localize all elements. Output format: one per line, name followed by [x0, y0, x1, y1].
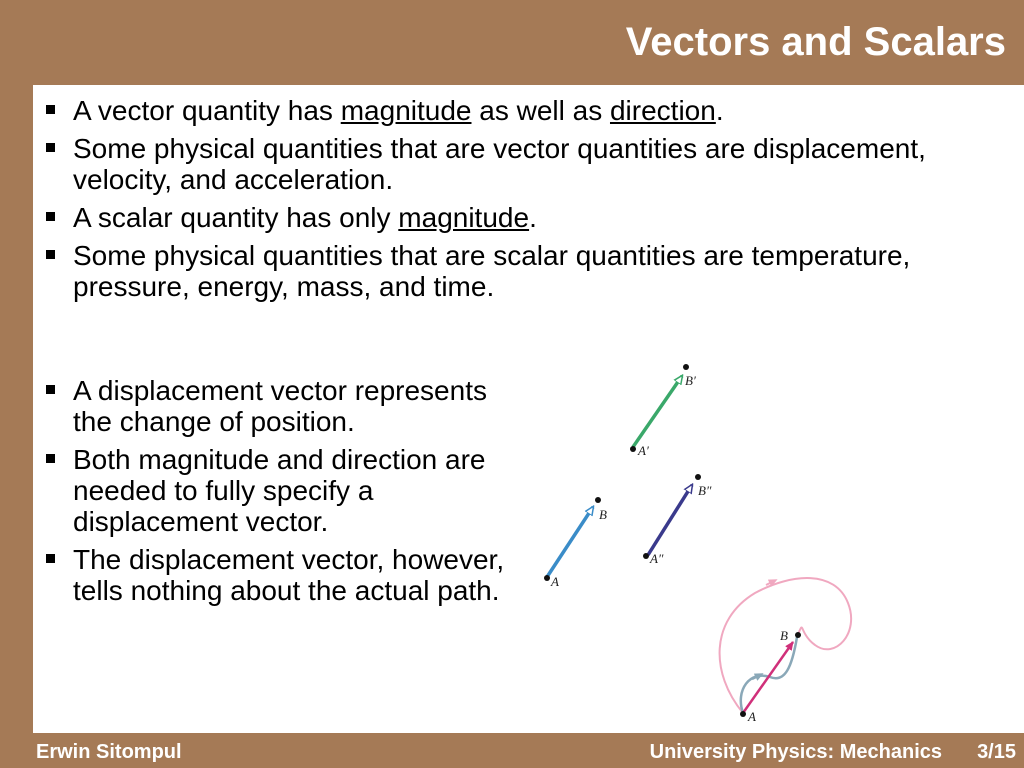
bullet-magnitude-direction: Both magnitude and direction are needed to fully specify a displacement vector.	[33, 444, 533, 537]
label-a-prime: A′	[638, 443, 649, 458]
point-b-prime	[683, 364, 689, 370]
green-displacement-vector	[630, 364, 696, 458]
path-label-a: A	[748, 709, 756, 724]
path-and-displacement-diagram	[720, 578, 852, 724]
underlined-magnitude: magnitude	[398, 202, 530, 233]
bottom-bullet-list	[33, 375, 533, 613]
label-a: A	[551, 574, 559, 589]
square-bullet-icon	[46, 250, 55, 259]
slide-title: Vectors and Scalars	[625, 20, 1006, 64]
bullet-actual-path: The displacement vector, however, tells nothing about the actual path.	[33, 544, 533, 606]
label-b-prime: B′	[685, 373, 696, 388]
footer-page-number: 3/15	[977, 741, 1016, 763]
square-bullet-icon	[46, 385, 55, 394]
bullet-scalar-examples: Some physical quantities that are scalar quantities are temperature, pressure, energy, mass, and time.	[33, 240, 933, 302]
underlined-direction: direction	[609, 95, 716, 126]
magenta-displacement-vector	[743, 642, 793, 713]
underlined-magnitude: magnitude	[340, 95, 472, 126]
label-a-double-prime: A″	[650, 551, 664, 566]
top-bullet-list	[33, 95, 933, 309]
square-bullet-icon	[46, 212, 55, 221]
square-bullet-icon	[46, 454, 55, 463]
pink-actual-path	[720, 578, 852, 713]
navy-displacement-vector	[643, 474, 712, 566]
square-bullet-icon	[46, 105, 55, 114]
displacement-vectors-figure	[530, 355, 890, 730]
path-label-b: B	[780, 628, 788, 643]
square-bullet-icon	[46, 143, 55, 152]
point-b-double-prime	[695, 474, 701, 480]
blue-displacement-vector	[544, 497, 607, 589]
bullet-displacement-definition: A displacement vector represents the change of position.	[33, 375, 533, 437]
label-b-double-prime: B″	[698, 483, 712, 498]
bullet-vector-examples: Some physical quantities that are vector quantities are displacement, velocity, and acceleration.	[33, 133, 933, 195]
point-b	[595, 497, 601, 503]
point-a-double-prime	[643, 553, 649, 559]
path-point-b	[795, 632, 801, 638]
square-bullet-icon	[46, 554, 55, 563]
bullet-scalar-definition: A scalar quantity has only magnitude.	[33, 202, 933, 233]
point-a-prime	[630, 446, 636, 452]
bullet-vector-definition: A vector quantity has magnitude as well as direction.	[33, 95, 933, 126]
point-a	[544, 575, 550, 581]
footer-course: University Physics: Mechanics	[649, 741, 942, 763]
footer-author: Erwin Sitompul	[36, 741, 182, 763]
path-point-a	[740, 711, 746, 717]
label-b: B	[599, 507, 607, 522]
